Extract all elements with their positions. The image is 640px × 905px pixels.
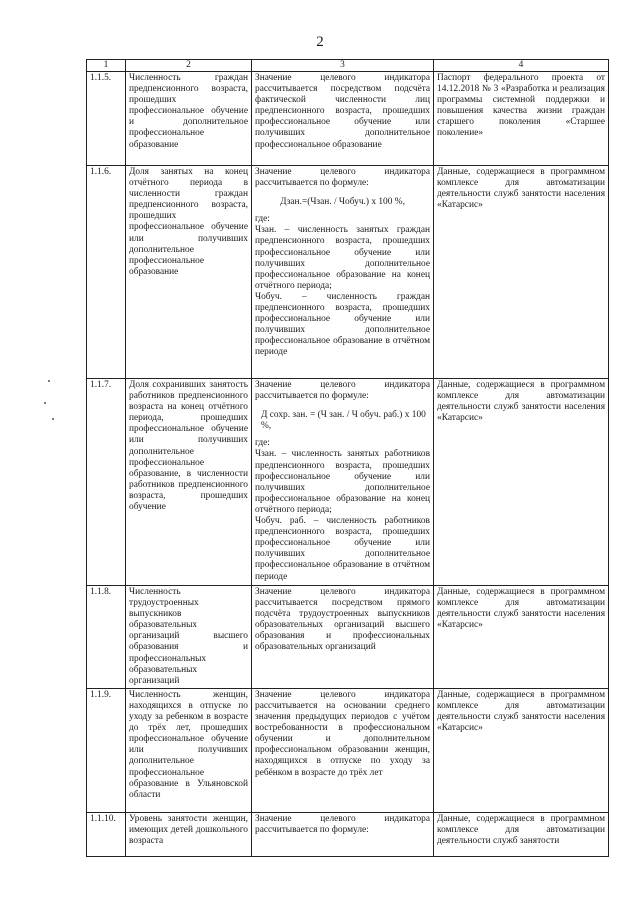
column-header: 1 (87, 60, 126, 72)
indicator-name: Доля занятых на конец отчётного периода в численности граждан предпенсионного возраста, прошедших профессиональное обучение или получивших дополнительное профессиональное образование (126, 166, 252, 379)
calculation-method (252, 166, 434, 379)
row-number: 1.1.6. (87, 166, 126, 379)
table-header-row (87, 60, 609, 72)
data-source: Паспорт федерального проекта от 14.12.2018 № 3 «Разработка и реализация программы системной поддержки и повышения качества жизни граждан старшего поколения «Старшее поколение» (434, 72, 609, 166)
table-row (87, 586, 609, 689)
indicator-name: Доля сохранивших занятость работников предпенсионного возраста на конец отчётного периода, прошедших профессиональное обучение или получивших дополнительное профессиональное образование, в численности работников предпенсионного возраста, прошедших обучение (126, 379, 252, 586)
data-source: Данные, содержащиеся в программном комплексе для автоматизации деятельности служб занятости населения «Катарсис» (434, 586, 609, 689)
scan-speck (52, 418, 54, 420)
indicators-table (86, 59, 609, 857)
method-text: Значение целевого индикатора рассчитывается по формуле: (255, 813, 430, 835)
data-source: Данные, содержащиеся в программном комплексе для автоматизации деятельности служб занятости населения «Катарсис» (434, 166, 609, 379)
formula: Д сохр. зан. = (Ч зан. / Ч обуч. раб.) х 100 %, (261, 410, 426, 432)
method-text: Значение целевого индикатора рассчитывается по формуле: (255, 380, 430, 402)
column-header: 4 (434, 60, 609, 72)
table-row (87, 379, 609, 586)
indicator-name: Численность трудоустроенных выпускников образовательных организаций высшего образования и профессиональных образовательных организаций (126, 586, 252, 689)
method-text: Значение целевого индикатора рассчитывается посредством подсчёта фактической численности лиц предпенсионного возраста, прошедших профессиональное обучение или получивших дополнительное профессиональное образование (255, 73, 430, 150)
indicator-name: Уровень занятости женщин, имеющих детей дошкольного возраста (126, 812, 252, 856)
method-text: Чзан. – численность занятых граждан предпенсионного возраста, прошедших профессиональное обучение или получивших дополнительное профессиональное образование на конец отчётного периода; (255, 225, 430, 291)
row-number: 1.1.10. (87, 812, 126, 856)
method-text: Чобуч. раб. – численность работников предпенсионного возраста, прошедших профессиональное обучение или получивших дополнительное профессиональное образование в отчётном периоде (255, 516, 430, 582)
method-text: Чзан. – численность занятых работников предпенсионного возраста, прошедших профессиональное обучение или получивших дополнительное профессиональное образование на конец отчётного периода; (255, 449, 430, 515)
method-text: где: (255, 438, 270, 449)
calculation-method (252, 72, 434, 166)
table-row (87, 812, 609, 856)
scan-speck (48, 380, 50, 382)
method-text: Значение целевого индикатора рассчитывается по формуле: (255, 167, 430, 189)
page-number: 2 (316, 34, 324, 50)
formula: Дзан.=(Чзан. / Чобуч.) х 100 %, (280, 197, 405, 208)
row-number: 1.1.7. (87, 379, 126, 586)
method-text: Чобуч. – численность граждан предпенсионного возраста, прошедших профессиональное обучение или получивших дополнительное профессиональное образование в отчётном периоде (255, 291, 430, 358)
column-header: 3 (252, 60, 434, 72)
row-number: 1.1.9. (87, 688, 126, 812)
method-text: где: (255, 214, 270, 225)
column-header: 2 (126, 60, 252, 72)
calculation-method (252, 586, 434, 689)
table-row (87, 166, 609, 379)
calculation-method (252, 688, 434, 812)
row-number: 1.1.5. (87, 72, 126, 166)
method-text: Значение целевого индикатора рассчитывается посредством прямого подсчёта трудоустроенных выпускников образовательных организаций высшего образования и профессиональных образовательных организаций (255, 587, 430, 653)
scan-speck (44, 402, 46, 404)
table-row (87, 688, 609, 812)
indicator-name: Численность женщин, находящихся в отпуске по уходу за ребенком в возрасте до трёх лет, прошедших профессиональное обучение или получивших дополнительное профессиональное образование в Ульяновской области (126, 688, 252, 812)
data-source: Данные, содержащиеся в программном комплексе для автоматизации деятельности служб занятости (434, 812, 609, 856)
indicator-name: Численность граждан предпенсионного возраста, прошедших профессиональное обучение и дополнительное профессиональное образование (126, 72, 252, 166)
method-text: Значение целевого индикатора рассчитывается на основании среднего значения предыдущих периодов с учётом востребованности в профессиональном обучении и дополнительном профессиональном образовании женщин, находящихся в отпуске по уходу за ребёнком в возрасте до трёх лет (255, 689, 430, 778)
calculation-method (252, 379, 434, 586)
row-number: 1.1.8. (87, 586, 126, 689)
calculation-method (252, 812, 434, 856)
table-row (87, 72, 609, 166)
data-source: Данные, содержащиеся в программном комплексе для автоматизации деятельности служб занятости населения «Катарсис» (434, 379, 609, 586)
data-source: Данные, содержащиеся в программном комплексе для автоматизации деятельности служб занятости населения «Катарсис» (434, 688, 609, 812)
